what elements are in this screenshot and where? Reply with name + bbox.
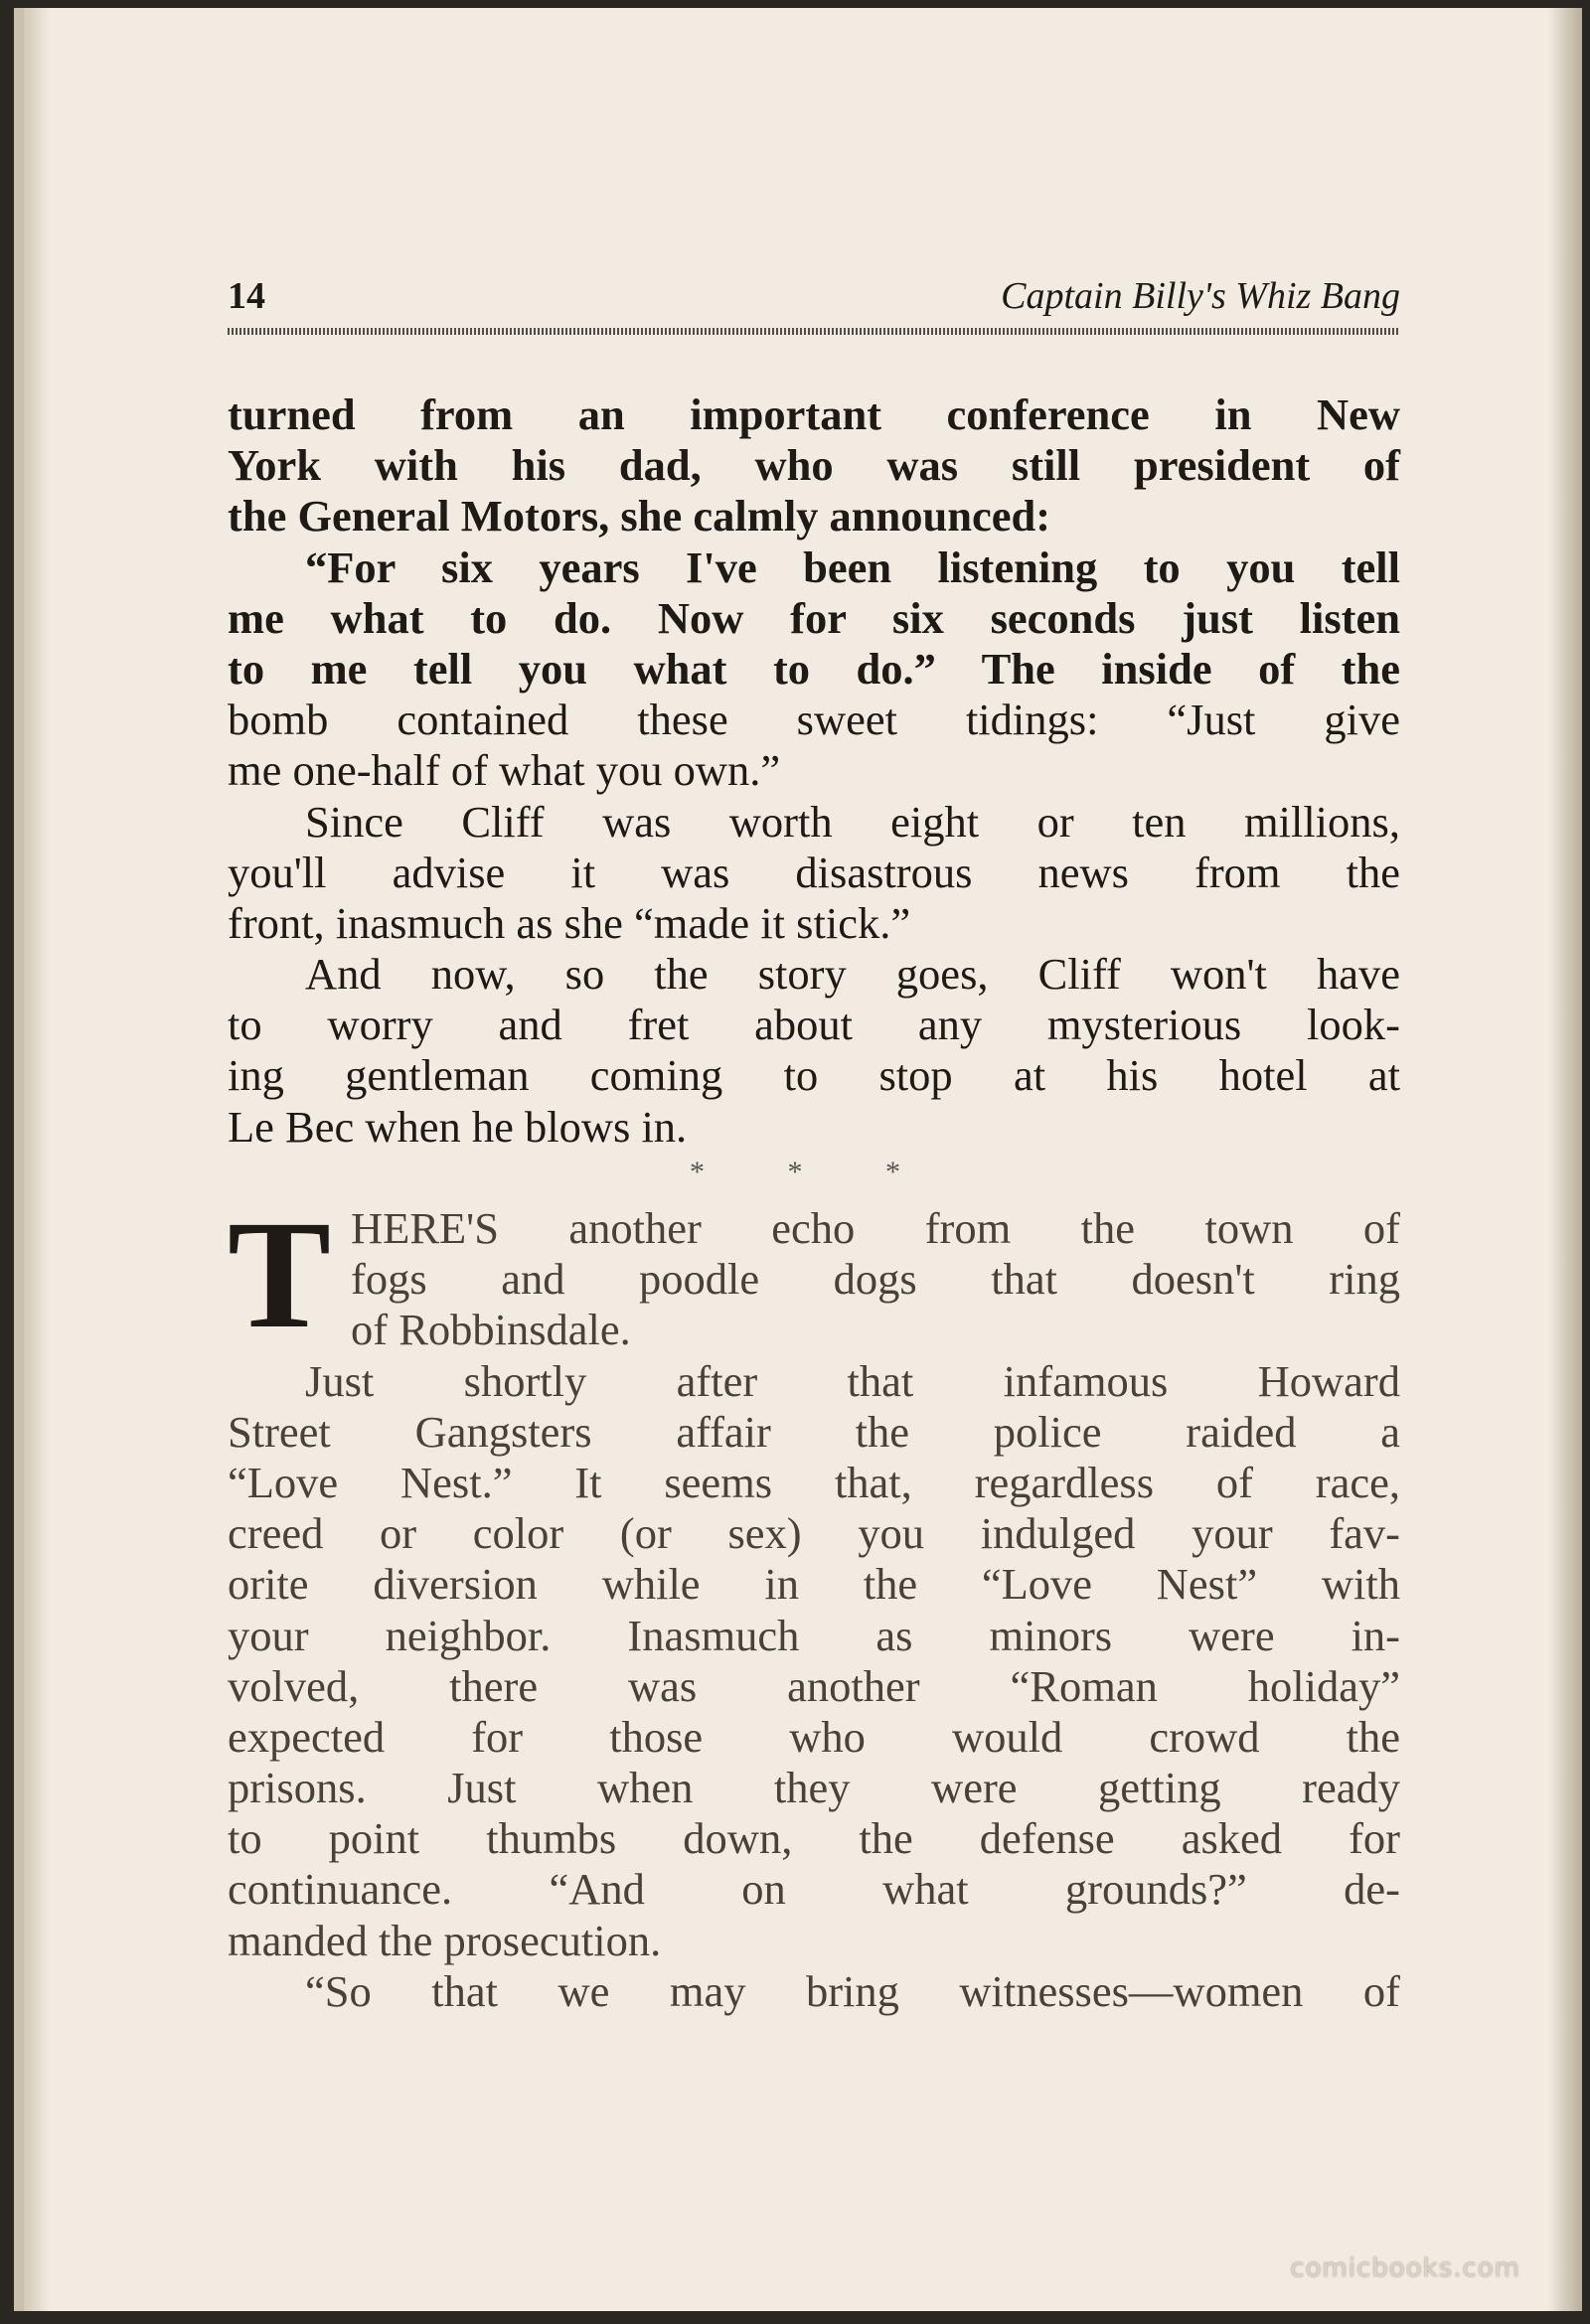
text-line: “For six years I've been listening to you tell bbox=[305, 542, 1400, 592]
text-line: turned from an important conference in New bbox=[228, 389, 1400, 439]
running-title: Captain Billy's Whiz Bang bbox=[1001, 275, 1400, 317]
drop-cap: T bbox=[228, 1188, 332, 1360]
text-line: your neighbor. Inasmuch as minors were in- bbox=[228, 1610, 1400, 1660]
magazine-page bbox=[14, 8, 1582, 2311]
text-line: to worry and fret about any mysterious look- bbox=[228, 1000, 1400, 1050]
paragraph-1 bbox=[228, 389, 1400, 542]
text-line: you'll advise it was disastrous news from the bbox=[228, 847, 1400, 897]
text-line: And now, so the story goes, Cliff won't have bbox=[305, 949, 1400, 1000]
text-line: orite diversion while in the “Love Nest” with bbox=[228, 1559, 1400, 1610]
header-rule bbox=[228, 328, 1400, 335]
text-line: the General Motors, she calmly announced: bbox=[228, 491, 1051, 542]
text-line: ing gentleman coming to stop at his hotel at bbox=[228, 1050, 1400, 1101]
text-line: “Love Nest.” It seems that, regardless of race, bbox=[228, 1457, 1400, 1507]
paragraph-2 bbox=[228, 542, 1400, 797]
site-watermark: comicbooks.com bbox=[1290, 2253, 1520, 2283]
text-line: to point thumbs down, the defense asked for bbox=[228, 1813, 1400, 1864]
text-line: Le Bec when he blows in. bbox=[228, 1101, 688, 1152]
text-line: continuance. “And on what grounds?” de- bbox=[228, 1864, 1400, 1915]
text-line: fogs and poodle dogs that doesn't ring bbox=[351, 1254, 1400, 1305]
text-line: Since Cliff was worth eight or ten millions, bbox=[305, 796, 1400, 847]
page-header bbox=[228, 274, 1400, 330]
paragraph-3 bbox=[228, 797, 1400, 950]
text-line: to me tell you what to do.” The inside of the bbox=[228, 643, 1400, 694]
paragraph-4 bbox=[228, 949, 1400, 1153]
section-separator: * * * bbox=[690, 1155, 938, 1188]
text-line: York with his dad, who was still president of bbox=[228, 440, 1400, 491]
text-line: bomb contained these sweet tidings: “Just give bbox=[228, 695, 1400, 745]
text-line: me one-half of what you own.” bbox=[228, 745, 781, 796]
paragraph-7 bbox=[228, 1966, 1400, 2017]
text-line: “So that we may bring witnesses—women of bbox=[305, 1965, 1400, 2016]
text-line: me what to do. Now for six seconds just listen bbox=[228, 592, 1400, 643]
text-line: front, inasmuch as she “made it stick.” bbox=[228, 897, 911, 948]
text-line: Just shortly after that infamous Howard bbox=[305, 1355, 1400, 1406]
spine-shadow bbox=[24, 8, 50, 2311]
article-body bbox=[228, 389, 1400, 2017]
text-line: expected for those who would crowd the bbox=[228, 1711, 1400, 1762]
paragraph-6 bbox=[228, 1356, 1400, 1966]
page-number: 14 bbox=[228, 275, 265, 317]
text-line: volved, there was another “Roman holiday” bbox=[228, 1660, 1400, 1711]
text-line: of Robbinsdale. bbox=[351, 1305, 631, 1355]
page-edge-shadow bbox=[1548, 8, 1582, 2311]
text-line: prisons. Just when they were getting ready bbox=[228, 1763, 1400, 1813]
text-line: creed or color (or sex) you indulged your fav- bbox=[228, 1508, 1400, 1559]
text-line: manded the prosecution. bbox=[228, 1915, 662, 1965]
text-line: HERE'S another echo from the town of bbox=[351, 1203, 1400, 1253]
text-line: Street Gangsters affair the police raided a bbox=[228, 1406, 1400, 1457]
paragraph-5 bbox=[228, 1188, 1400, 1360]
